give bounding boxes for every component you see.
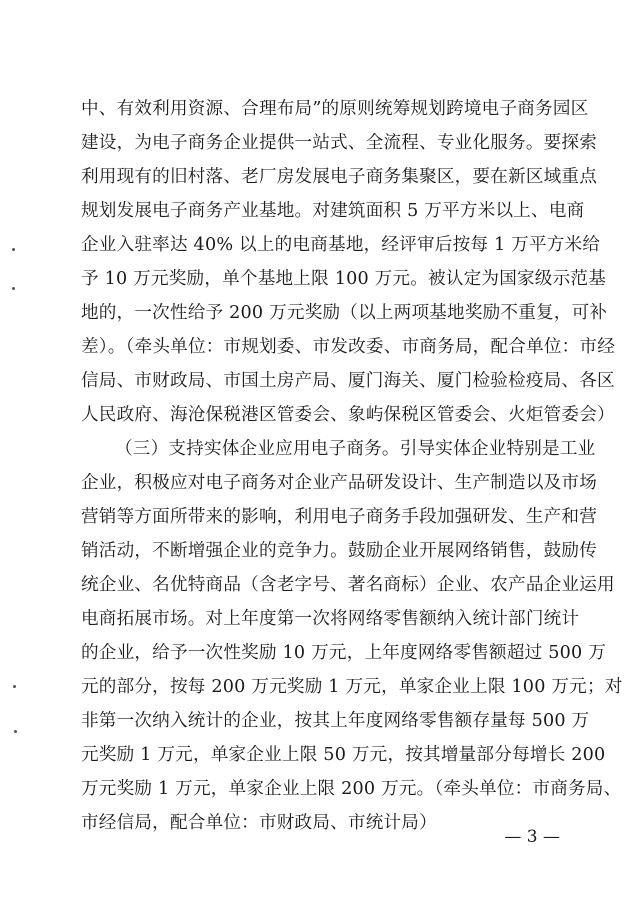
text-line: 建设，为电子商务企业提供一站式、全流程、专业化服务。要探索 (81, 133, 598, 153)
section-heading-line: （三）支持实体企业应用电子商务。引导实体企业特别是工业 (115, 439, 596, 459)
text-line: 营销等方面所带来的影响，利用电子商务手段加强研发、生产和营 (81, 507, 598, 527)
scan-speck (12, 248, 15, 251)
text-line: 销活动，不断增强企业的竞争力。鼓励企业开展网络销售，鼓励传 (81, 541, 598, 561)
page-number: — 3 — (504, 827, 560, 847)
text-line: 的企业，给予一次性奖励 10 万元，上年度网络零售额超过 500 万 (81, 643, 606, 663)
text-line: 市经信局，配合单位：市财政局、市统计局） (81, 813, 437, 833)
scan-speck (12, 287, 15, 290)
text-line: 电商拓展市场。对上年度第一次将网络零售额纳入统计部门统计 (81, 609, 580, 629)
text-line: 非第一次纳入统计的企业，按其上年度网络零售额存量每 500 万 (81, 711, 590, 731)
scan-speck (13, 685, 16, 688)
text-line: 元的部分，按每 200 万元奖励 1 万元，单家企业上限 100 万元；对 (81, 677, 623, 697)
text-line: 予 10 万元奖励，单个基地上限 100 万元。被认定为国家级示范基 (81, 269, 606, 289)
text-line: 元奖励 1 万元，单家企业上限 50 万元，按其增量部分每增长 200 (81, 745, 606, 765)
text-line: 人民政府、海沧保税港区管委会、象屿保税区管委会、火炬管委会） (81, 405, 615, 425)
text-line: 地的，一次性给予 200 万元奖励（以上两项基地奖励不重复，可补 (81, 303, 608, 323)
text-line: 规划发展电子商务产业基地。对建筑面积 5 万平方米以上、电商 (81, 201, 585, 221)
text-line: 万元奖励 1 万元，单家企业上限 200 万元。（牵头单位：市商务局、 (81, 779, 622, 799)
scan-speck (14, 730, 17, 733)
text-line: 差）。（牵头单位：市规划委、市发改委、市商务局，配合单位：市经 (81, 337, 616, 357)
text-line: 信局、市财政局、市国土房产局、厦门海关、厦门检验检疫局、各区 (81, 371, 615, 391)
text-line: 利用现有的旧村落、老厂房发展电子商务集聚区，要在新区域重点 (81, 167, 598, 187)
text-line: 统企业、名优特商品（含老字号、著名商标）企业、农产品企业运用 (81, 575, 615, 595)
text-line: 企业入驻率达 40% 以上的电商基地，经评审后按每 1 万平方米给 (81, 235, 601, 255)
text-line: 中、有效利用资源、合理布局”的原则统筹规划跨境电子商务园区 (81, 99, 589, 119)
text-line: 企业，积极应对电子商务对企业产品研发设计、生产制造以及市场 (81, 473, 598, 493)
